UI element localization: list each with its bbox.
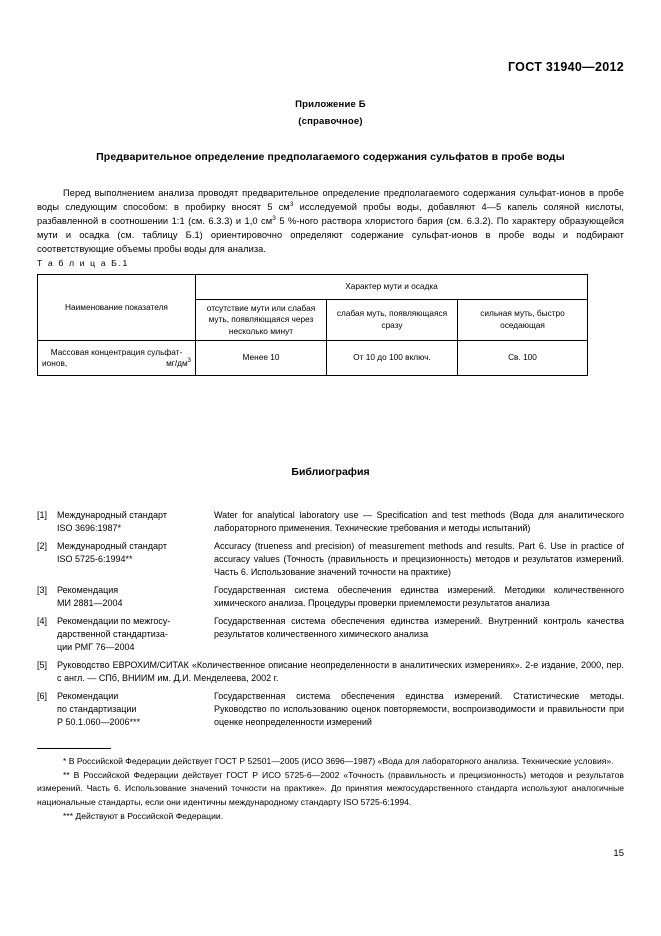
bib-source-line-2: по стандартизации [57,704,137,715]
bib-description-5: Руководство ЕВРОХИМ/СИТАК «Количественное описание неопределенности в аналитических измерениях». 2-е издание, 2000, пер. с англ. — СПб, ВНИИМ им. Д.И. Менделеева, 2002 г. [57,660,624,684]
bibliography-entry-2 [37,540,624,580]
bib-description-4: Государственная система обеспечения единства измерений. Внутренний контроль качества результатов количественного химического анализа [214,615,624,640]
bib-source-line-2: ISO 3696:1987* [57,523,122,534]
table-header-group: Характер мути и осадка [196,275,588,300]
standard-header: ГОСТ 31940—2012 [507,60,624,74]
bib-source-6 [57,690,214,730]
annex-heading-block [0,96,661,130]
bib-source-2 [57,540,214,566]
intro-text-1: Перед выполнением анализа проводят предварительное определение предполагаемого содержания сульфат-ионов в пробе воды следующим способом: в пробирку вносят 5 см [37,188,624,213]
bib-number-4: [4] [37,615,48,626]
table-cell-value-1: Менее 10 [196,341,327,376]
section-heading: Предварительное определение предполагаемого содержания сульфатов в пробе воды [96,151,565,163]
bib-source-line-1: Рекомендация [57,585,119,596]
table-subheader-2: слабая муть, появляющаяся сразу [327,299,458,341]
intro-superscript-1: 3 [289,201,294,208]
annex-subtitle: (справочное) [298,116,363,127]
intro-superscript-2: 3 [272,215,276,223]
bib-source-line-1: Рекомендации по межгосу- [57,615,171,626]
table-row [38,341,588,376]
bib-description-3: Государственная система обеспечения единства измерений. Методики количественного химического анализа. Процедуры проверки приемлемости результатов анализа [214,585,624,609]
footnote-1: * В Российской Федерации действует ГОСТ Р 52501—2005 (ИСО 3696—1987) «Вода для лабораторного анализа. Технические условия». [63,756,614,766]
table-caption: Т а б л и ц а Б.1 [37,258,129,268]
table-subheader-3: сильная муть, быстро оседающая [458,299,588,341]
bib-source-line-2: ISO 5725-6:1994** [57,554,133,565]
indicator-name-superscript: 3 [187,358,191,365]
bib-source-line-3: ции РМГ 76—2004 [57,642,135,653]
bib-description-2: Accuracy (trueness and precision) of measurement methods and results. Part 6. Use in practice of accuracy values (Точность (правильность и прецизионность) методов и результатов измерений. Часть 6. Использование значений точности на практике) [214,540,624,578]
bib-number-5: [5] [37,660,48,671]
table-cell-indicator-name [38,341,196,376]
bib-number-3: [3] [37,585,48,596]
bib-source-line-1: Рекомендации [57,690,119,701]
annex-title: Приложение Б [295,99,366,110]
footnote-2: ** В Российской Федерации действует ГОСТ Р ИСО 5725-6—2002 «Точность (правильность и прецизионность) методов и результатов измерений. Часть 6. Использование значений точности на практике». До принятия межгосударственного стандарта используют аналогичные национальные стандарты, если они идентичны международному стандарту ISO 5725-6:1994. [37,770,624,807]
table-subheader-1: отсутствие мути или слабая муть, появляющаяся через несколько минут [196,299,327,341]
bib-source-line-3: Р 50.1.060—2006*** [57,717,141,728]
bib-number-6: [6] [37,690,48,701]
bibliography-heading: Библиография [291,466,370,478]
bibliography-entry-6 [37,690,624,730]
bib-source-4 [57,615,214,655]
intro-text-2: исследуемой пробы воды, добавляют 4—5 капель соляной кислоты, разбавленной в соотношении 1:1 (см. 6.3.3) и 1,0 см [37,202,624,227]
bibliography-entry-4 [37,615,624,655]
bib-source-line-1: Международный стандарт [57,510,167,520]
bib-description-1: Water for analytical laboratory use — Specification and test methods (Вода для аналитического лабораторного применения. Технические требования и методы испытаний) [214,510,624,534]
bibliography-list [37,509,624,734]
table-cell-value-2: От 10 до 100 включ. [327,341,458,376]
intro-paragraph [37,186,624,256]
table-b1 [37,274,588,376]
bibliography-entry-3 [37,584,624,610]
bib-source-1 [57,509,214,535]
page-number: 15 [613,848,624,859]
bib-description-6: Государственная система обеспечения единства измерений. Статистические методы. Руководство по использованию оценок повторяемости, воспроизводимости и правильности при оценке неопределенности измерений [214,690,624,728]
indicator-name-text: Массовая концентрация сульфат-ионов, мг/дм [42,346,188,368]
bibliography-entry-1 [37,509,624,535]
footnote-list [37,755,624,824]
bib-source-line-2: МИ 2881—2004 [57,598,123,609]
footnote-3: *** Действуют в Российской Федерации. [63,810,224,821]
bibliography-entry-5 [37,659,624,685]
bib-number-2: [2] [37,540,48,551]
table-header-name: Наименование показателя [38,275,196,341]
bib-source-3 [57,584,214,610]
bib-number-1: [1] [37,510,48,520]
intro-text-3: 5 %-ного раствора хлористого бария (см. 6.3.2). По характеру образующейся мути и осадка (см. таблицу Б.1) ориентировочно определяют содержание сульфат-ионов в пробе воды и подбирают соответствующие объемы пробы воды для анализа. [37,216,624,255]
footnote-separator [37,748,111,749]
bib-source-line-1: Международный стандарт [57,540,167,551]
table-cell-value-3: Св. 100 [458,341,588,376]
bib-source-line-2: дарственной стандартиза- [57,629,168,640]
table-header-row-1 [38,275,588,300]
